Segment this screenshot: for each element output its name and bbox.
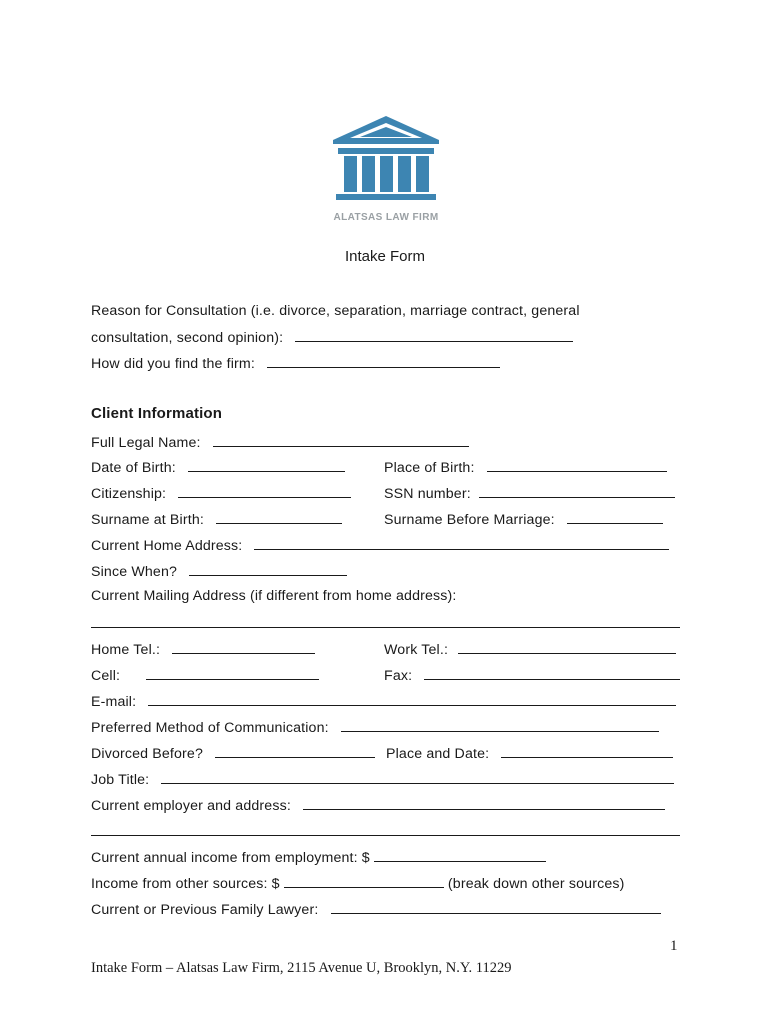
home-address-label: Current Home Address: [91, 538, 243, 554]
other-income-label: Income from other sources: $ [91, 876, 280, 892]
full-legal-name-field[interactable] [213, 432, 469, 447]
preferred-method-label: Preferred Method of Communication: [91, 720, 329, 736]
find-firm-label: How did you find the firm: [91, 356, 255, 372]
citizenship-label: Citizenship: [91, 486, 167, 502]
since-when-row [91, 561, 347, 581]
job-title-field[interactable] [161, 769, 674, 784]
reason-row [91, 327, 573, 347]
place-of-birth-field[interactable] [487, 457, 667, 472]
date-of-birth-label: Date of Birth: [91, 460, 176, 476]
page-number: 1 [670, 938, 678, 954]
employer-field-line-2[interactable] [91, 835, 680, 836]
reason-label-line-1: Reason for Consultation (i.e. divorce, separation, marriage contract, general [91, 303, 580, 319]
firm-name: ALATSAS LAW FIRM [333, 212, 439, 223]
home-tel-field[interactable] [172, 639, 315, 654]
job-title-row [91, 769, 674, 789]
job-title-label: Job Title: [91, 772, 150, 788]
divorced-before-field[interactable] [215, 743, 375, 758]
date-of-birth-row [91, 457, 345, 477]
surname-before-marriage-label: Surname Before Marriage: [384, 512, 555, 528]
work-tel-row [384, 639, 676, 659]
client-info-heading: Client Information [91, 405, 223, 422]
preferred-method-field[interactable] [341, 717, 659, 732]
cell-label: Cell: [91, 668, 121, 684]
place-and-date-field[interactable] [501, 743, 673, 758]
place-and-date-row [386, 743, 673, 763]
since-when-label: Since When? [91, 564, 178, 580]
preferred-method-row [91, 717, 659, 737]
page-title: Intake Form [344, 248, 426, 265]
home-tel-row [91, 639, 315, 659]
place-and-date-label: Place and Date: [386, 746, 490, 762]
find-firm-field[interactable] [267, 353, 500, 368]
ssn-label: SSN number: [384, 486, 471, 502]
annual-income-row [91, 847, 546, 867]
firm-logo [328, 112, 444, 224]
ssn-row [384, 483, 675, 503]
place-of-birth-row [384, 457, 667, 477]
find-firm-row [91, 353, 500, 373]
divorced-before-label: Divorced Before? [91, 746, 204, 762]
home-address-row [91, 535, 669, 555]
employer-row [91, 795, 665, 815]
divorced-before-row [91, 743, 375, 763]
full-legal-name-label: Full Legal Name: [91, 435, 201, 451]
surname-before-marriage-row [384, 509, 663, 529]
work-tel-label: Work Tel.: [384, 642, 449, 658]
cell-row [91, 665, 319, 685]
cell-field[interactable] [146, 665, 319, 680]
ssn-field[interactable] [479, 483, 675, 498]
surname-at-birth-row [91, 509, 342, 529]
annual-income-field[interactable] [374, 847, 546, 862]
family-lawyer-field[interactable] [331, 899, 661, 914]
home-tel-label: Home Tel.: [91, 642, 161, 658]
fax-row [384, 665, 680, 685]
family-lawyer-label: Current or Previous Family Lawyer: [91, 902, 319, 918]
employer-field[interactable] [303, 795, 665, 810]
citizenship-row [91, 483, 351, 503]
date-of-birth-field[interactable] [188, 457, 345, 472]
email-label: E-mail: [91, 694, 137, 710]
family-lawyer-row [91, 899, 661, 919]
citizenship-field[interactable] [178, 483, 351, 498]
surname-at-birth-label: Surname at Birth: [91, 512, 204, 528]
home-address-field[interactable] [254, 535, 669, 550]
email-field[interactable] [148, 691, 676, 706]
work-tel-field[interactable] [458, 639, 676, 654]
other-income-field[interactable] [284, 873, 444, 888]
since-when-field[interactable] [189, 561, 347, 576]
place-of-birth-label: Place of Birth: [384, 460, 475, 476]
surname-before-marriage-field[interactable] [567, 509, 663, 524]
mailing-address-label: Current Mailing Address (if different from home address): [91, 588, 457, 604]
footer: Intake Form – Alatsas Law Firm, 2115 Avenue U, Brooklyn, N.Y. 11229 [91, 960, 512, 976]
employer-label: Current employer and address: [91, 798, 291, 814]
fax-field[interactable] [424, 665, 680, 680]
email-row [91, 691, 676, 711]
surname-at-birth-field[interactable] [216, 509, 342, 524]
other-income-note: (break down other sources) [447, 876, 625, 892]
reason-field[interactable] [295, 327, 573, 342]
mailing-address-field[interactable] [91, 627, 680, 628]
full-legal-name-row [91, 432, 469, 452]
annual-income-label: Current annual income from employment: $ [91, 850, 370, 866]
other-income-row [91, 873, 625, 893]
fax-label: Fax: [384, 668, 413, 684]
courthouse-icon [328, 112, 444, 212]
reason-label-line-2: consultation, second opinion): [91, 330, 284, 346]
